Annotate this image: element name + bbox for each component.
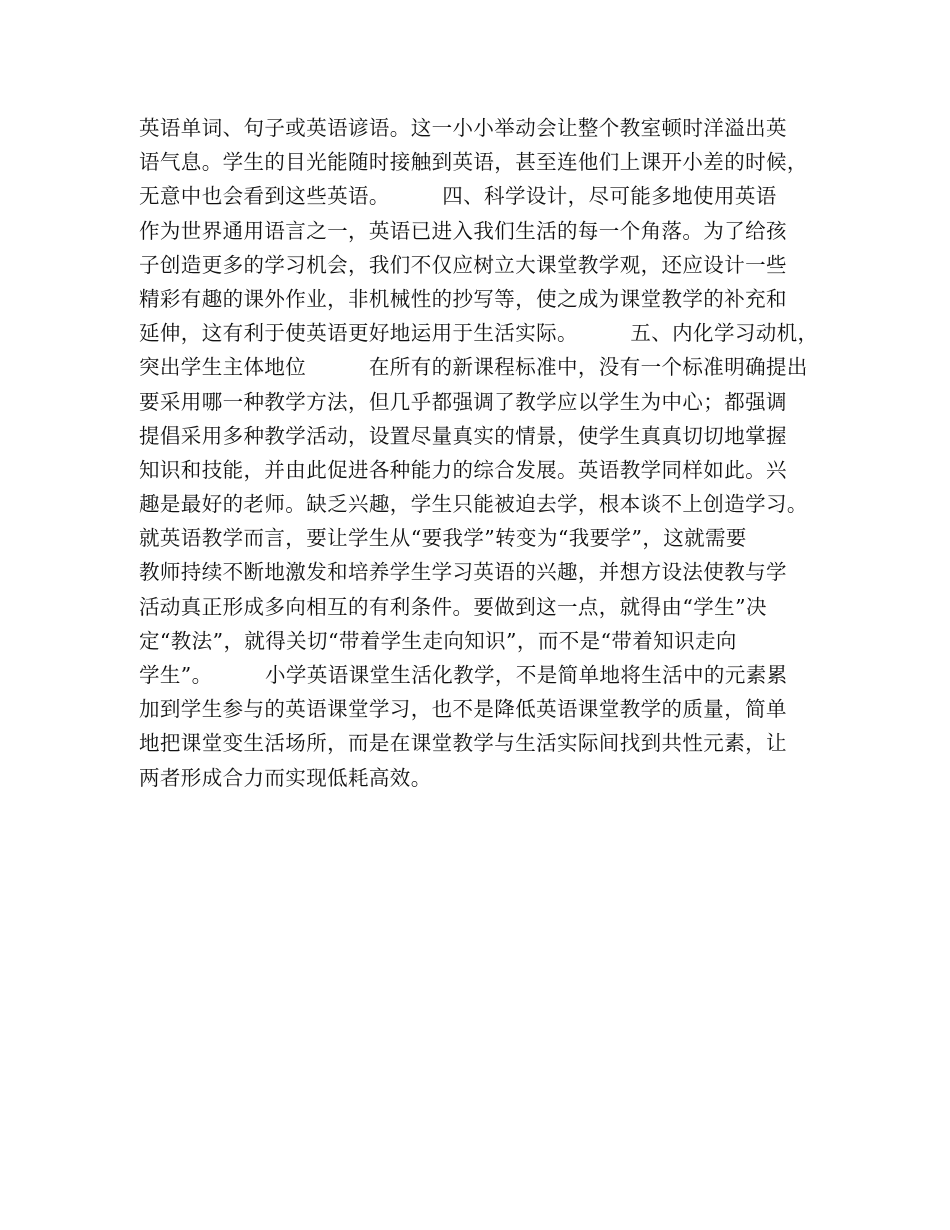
body-text: [139, 111, 839, 795]
text-line: 子创造更多的学习机会，我们不仅应树立大课堂教学观，还应设计一些: [139, 252, 787, 277]
text-line: 延伸，这有利于使英语更好地运用于生活实际。 五、内化学习动机，: [139, 321, 819, 346]
text-line: 定“教法”，就得关切“带着学生走向知识”，而不是“带着知识走向: [139, 628, 737, 653]
text-line: 两者形成合力而实现低耗高效。: [139, 765, 432, 790]
text-line: 英语单词、句子或英语谚语。这一小小举动会让整个教室顿时洋溢出英: [139, 116, 787, 140]
text-line: 提倡采用多种教学活动，设置尽量真实的情景，使学生真真切切地掌握: [139, 423, 787, 448]
text-line: 学生”。 小学英语课堂生活化教学，不是简单地将生活中的元素累: [139, 663, 788, 687]
text-line: 语气息。学生的目光能随时接触到英语，甚至连他们上课开小差的时候，: [139, 150, 808, 175]
text-line: 无意中也会看到这些英语。 四、科学设计，尽可能多地使用英语: [139, 184, 777, 209]
text-line: 作为世界通用语言之一，英语已进入我们生活的每一个角落。为了给孩: [139, 218, 787, 243]
text-line: 知识和技能，并由此促进各种能力的综合发展。英语教学同样如此。兴: [139, 457, 787, 482]
text-line: 趣是最好的老师。缺乏兴趣，学生只能被迫去学，根本谈不上创造学习。: [139, 492, 808, 517]
text-line: 活动真正形成多向相互的有利条件。要做到这一点，就得由“学生”决: [139, 594, 767, 619]
text-line: 教师持续不断地激发和培养学生学习英语的兴趣，并想方设法使教与学: [139, 560, 787, 585]
text-line: 就英语教学而言，要让学生从“要我学”转变为“我要学”，这就需要: [139, 526, 747, 551]
text-line: 地把课堂变生活场所，而是在课堂教学与生活实际间找到共性元素，让: [139, 731, 787, 756]
text-line: 精彩有趣的课外作业，非机械性的抄写等，使之成为课堂教学的补充和: [139, 286, 787, 311]
text-line: 突出学生主体地位 在所有的新课程标准中，没有一个标准明确提出: [139, 355, 808, 380]
text-line: 要采用哪一种教学方法，但几乎都强调了教学应以学生为中心；都强调: [139, 389, 787, 414]
text-line: 加到学生参与的英语课堂学习，也不是降低英语课堂教学的质量，简单: [139, 697, 787, 722]
